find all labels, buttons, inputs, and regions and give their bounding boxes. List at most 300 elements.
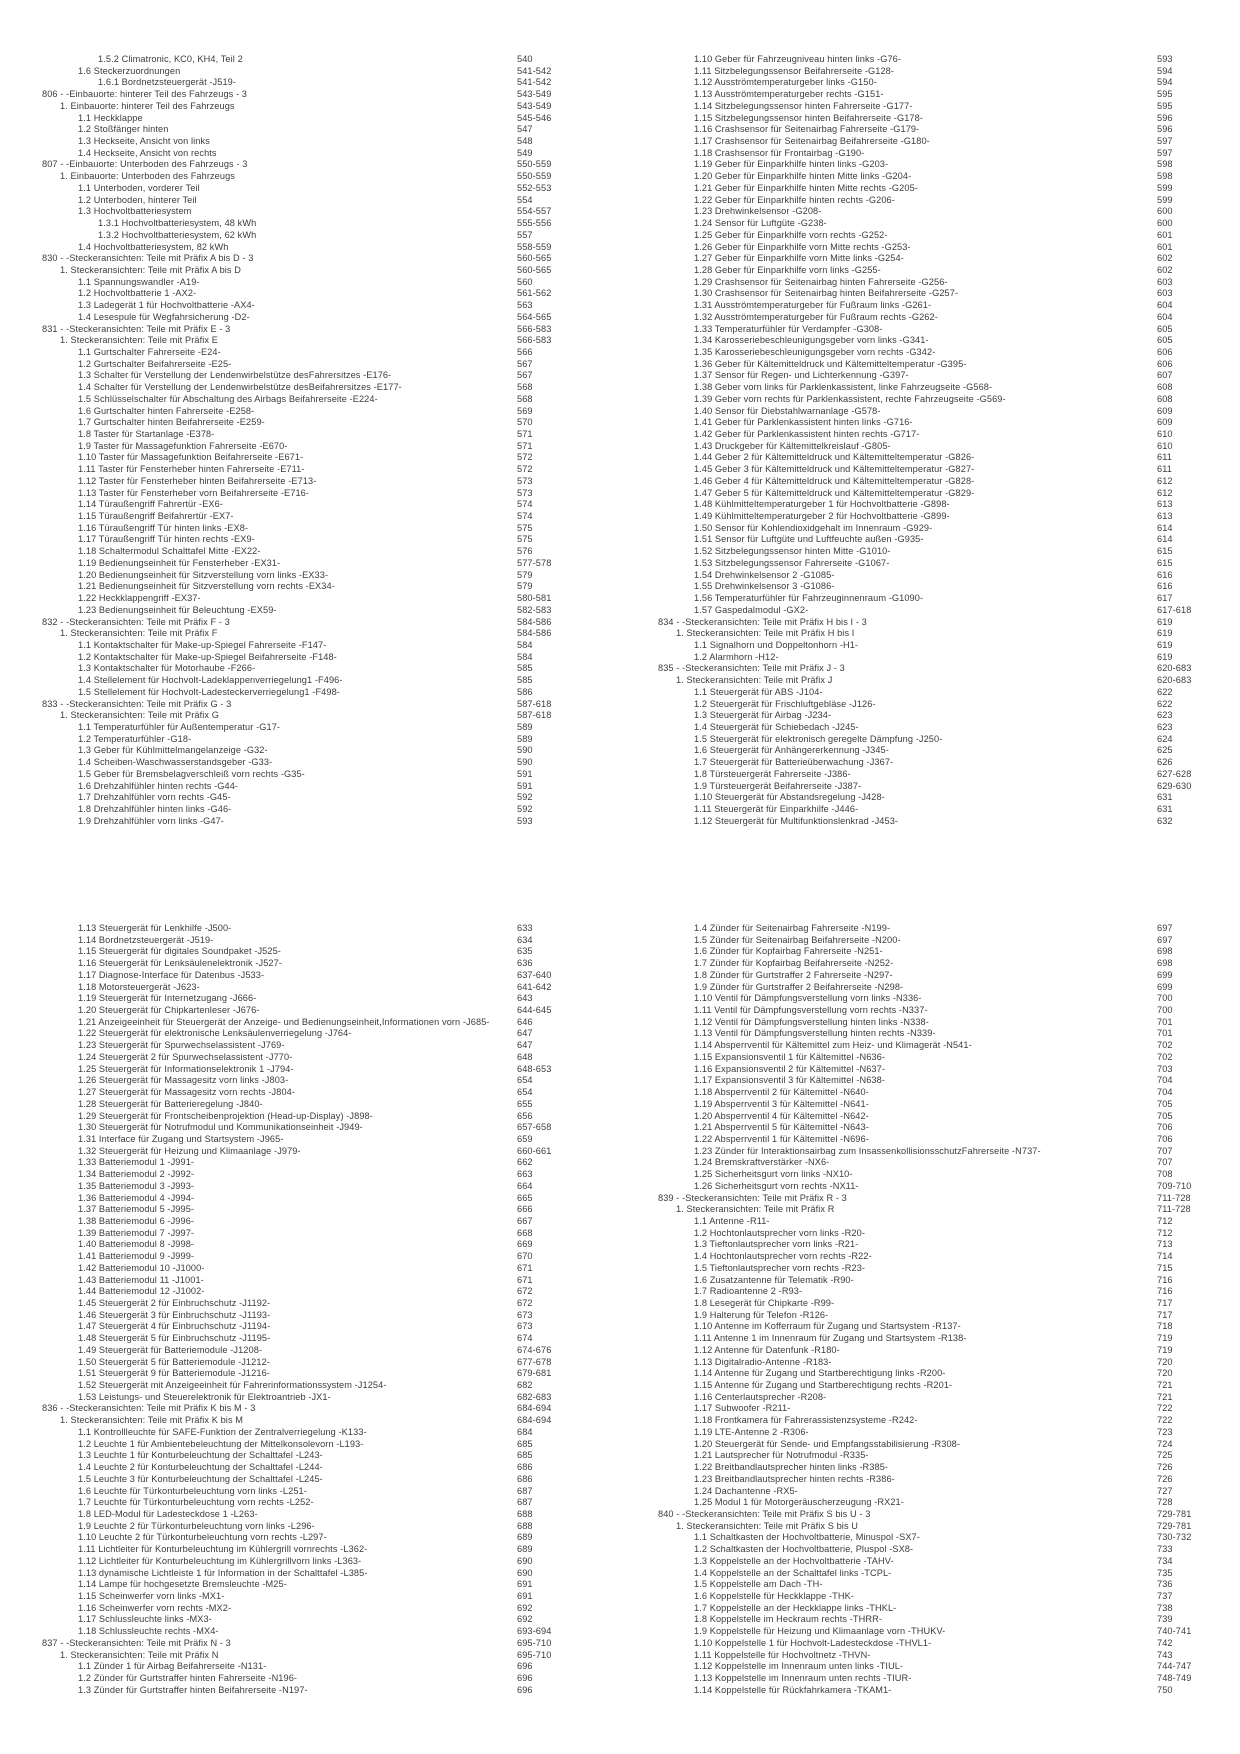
entry-title: 1.34 Batteriemodul 2 -J992- <box>78 1169 195 1180</box>
entry-page-number: 688 <box>517 1508 533 1519</box>
index-entry <box>0 781 624 793</box>
index-entry <box>0 663 624 675</box>
entry-page-number: 605 <box>1157 323 1173 334</box>
entry-page-number: 623 <box>1157 710 1173 721</box>
entry-title: 1.26 Sicherheitsgurt vorn rechts -NX11- <box>694 1180 859 1191</box>
entry-page-number: 574 <box>517 499 533 510</box>
index-entry <box>0 1157 624 1169</box>
entry-title: 1.12 Ausströmtemperaturgeber links -G150- <box>694 77 877 88</box>
entry-page-number: 619 <box>1157 616 1173 627</box>
entry-page-number: 636 <box>517 958 533 969</box>
entry-title: 1.23 Steuergerät für Spurwechselassistent -J769- <box>78 1040 285 1051</box>
index-entry <box>0 242 624 254</box>
entry-title: 1.2 Temperaturfühler -G18- <box>78 733 192 744</box>
index-entry <box>616 1321 1240 1333</box>
index-entry <box>616 1415 1240 1427</box>
entry-title: 1.9 Türsteuergerät Beifahrerseite -J387- <box>694 780 862 791</box>
entry-title: 1.17 Schlussleuchte links -MX3- <box>78 1614 212 1625</box>
entry-title: 1.29 Steuergerät für Frontscheibenprojektion (Head-up-Display) -J898- <box>78 1110 373 1121</box>
index-entry <box>616 628 1240 640</box>
index-entry <box>0 1532 624 1544</box>
index-entry <box>616 1005 1240 1017</box>
entry-title: 1.10 Ventil für Dämpfungsverstellung vorn links -N336- <box>694 993 922 1004</box>
index-entry <box>616 1275 1240 1287</box>
entry-page-number: 713 <box>1157 1239 1173 1250</box>
entry-title: 1.24 Steuergerät 2 für Spurwechselassistent -J770- <box>78 1051 293 1062</box>
index-entry <box>616 370 1240 382</box>
entry-page-number: 601 <box>1157 241 1173 252</box>
index-entry <box>616 1216 1240 1228</box>
entry-title: 1.1 Gurtschalter Fahrerseite -E24- <box>78 346 221 357</box>
entry-title: 1.12 Taster für Fensterheber hinten Beifahrerseite -E713- <box>78 475 317 486</box>
index-entry <box>0 1193 624 1205</box>
entry-page-number: 690 <box>517 1555 533 1566</box>
entry-page-number: 711-728 <box>1157 1192 1191 1203</box>
entry-page-number: 545-546 <box>517 112 552 123</box>
index-entry <box>616 935 1240 947</box>
entry-title: 1.10 Koppelstelle 1 für Hochvolt-Ladesteckdose -THVL1- <box>694 1637 932 1648</box>
index-entry <box>0 66 624 78</box>
entry-page-number: 699 <box>1157 969 1173 980</box>
entry-title: 1.9 Drehzahlfühler vorn links -G47- <box>78 815 224 826</box>
index-entry <box>0 429 624 441</box>
entry-title: 1.50 Steuergerät 5 für Batteriemodule -J1212- <box>78 1356 270 1367</box>
index-entry <box>0 183 624 195</box>
index-entry <box>616 993 1240 1005</box>
index-entry <box>616 1122 1240 1134</box>
entry-page-number: 702 <box>1157 1051 1173 1062</box>
entry-title: 1.3 Kontaktschalter für Motorhaube -F266- <box>78 663 256 674</box>
index-entry <box>616 946 1240 958</box>
entry-page-number: 673 <box>517 1321 533 1332</box>
index-entry <box>616 382 1240 394</box>
entry-title: 1.4 Stellelement für Hochvolt-Ladeklappenverriegelung1 -F496- <box>78 675 343 686</box>
entry-page-number: 575 <box>517 534 533 545</box>
index-entry <box>0 792 624 804</box>
entry-title: 1.30 Steuergerät für Notrufmodul und Kommunikationseinheit -J949- <box>78 1122 363 1133</box>
entry-page-number: 738 <box>1157 1602 1173 1613</box>
index-entry <box>616 1204 1240 1216</box>
entry-page-number: 558-559 <box>517 241 552 252</box>
entry-page-number: 584 <box>517 639 533 650</box>
entry-page-number: 598 <box>1157 159 1173 170</box>
index-entry <box>616 324 1240 336</box>
index-entry <box>0 54 624 66</box>
entry-page-number: 617 <box>1157 593 1173 604</box>
entry-title: 1.1 Steuergerät für ABS -J104- <box>694 686 823 697</box>
index-entry <box>0 699 624 711</box>
entry-page-number: 714 <box>1157 1251 1173 1262</box>
entry-title: 1.19 Bedienungseinheit für Fensterheber -EX31- <box>78 557 281 568</box>
entry-page-number: 600 <box>1157 206 1173 217</box>
entry-page-number: 726 <box>1157 1462 1173 1473</box>
entry-title: 1.10 Steuergerät für Abstandsregelung -J428- <box>694 792 885 803</box>
entry-page-number: 541-542 <box>517 65 552 76</box>
entry-title: 1.11 Lichtleiter für Konturbeleuchtung im Kühlergrill vornrechts -L362- <box>78 1544 368 1555</box>
index-entry <box>0 417 624 429</box>
entry-page-number: 706 <box>1157 1133 1173 1144</box>
entry-page-number: 691 <box>517 1590 533 1601</box>
entry-title: 1. Steckeransichten: Teile mit Präfix K bis M <box>60 1415 244 1426</box>
entry-title: 1.16 Crashsensor für Seitenairbag Fahrerseite -G179- <box>694 124 920 135</box>
entry-title: 1.1 Antenne -R11- <box>694 1215 770 1226</box>
entry-page-number: 696 <box>517 1661 533 1672</box>
entry-page-number: 687 <box>517 1497 533 1508</box>
entry-title: 1.12 Ventil für Dämpfungsverstellung hinten links -N338- <box>694 1016 929 1027</box>
entry-title: 1. Steckeransichten: Teile mit Präfix A bis D <box>60 264 242 275</box>
entry-title: 1.3 Geber für Kühlmittelmangelanzeige -G32- <box>78 745 268 756</box>
entry-title: 1.24 Dachantenne -RX5- <box>694 1485 798 1496</box>
index-entry <box>616 1661 1240 1673</box>
index-entry <box>0 935 624 947</box>
entry-page-number: 604 <box>1157 300 1173 311</box>
entry-title: 1.42 Batteriemodul 10 -J1000- <box>78 1262 205 1273</box>
index-entry <box>616 675 1240 687</box>
entry-page-number: 600 <box>1157 218 1173 229</box>
entry-title: 1.8 LED-Modul für Ladesteckdose 1 -L263- <box>78 1508 258 1519</box>
index-entry <box>616 1064 1240 1076</box>
entry-page-number: 722 <box>1157 1415 1173 1426</box>
index-entry <box>616 1368 1240 1380</box>
entry-page-number: 712 <box>1157 1215 1173 1226</box>
index-entry <box>0 1275 624 1287</box>
index-entry <box>616 593 1240 605</box>
entry-title: 1.53 Leistungs- und Steuerelektronik für Elektroantrieb -JX1- <box>78 1391 331 1402</box>
entry-page-number: 668 <box>517 1227 533 1238</box>
index-entry <box>0 534 624 546</box>
index-entry <box>0 1673 624 1685</box>
index-entry <box>0 1638 624 1650</box>
entry-title: 831 - -Steckeransichten: Teile mit Präfix E - 3 <box>42 323 231 334</box>
entry-page-number: 579 <box>517 569 533 580</box>
entry-title: 1.28 Steuergerät für Batterieregelung -J840- <box>78 1098 263 1109</box>
entry-title: 1.47 Steuergerät 4 für Einbruchschutz -J1194- <box>78 1321 271 1332</box>
entry-page-number: 592 <box>517 804 533 814</box>
index-entry <box>0 1497 624 1509</box>
entry-title: 1.9 Leuchte 2 für Türkonturbeleuchtung vorn links -L296- <box>78 1520 315 1531</box>
entry-title: 1.13 Ventil für Dämpfungsverstellung hinten rechts -N339- <box>694 1028 936 1039</box>
entry-title: 1.14 Türaußengriff Fahrertür -EX6- <box>78 499 224 510</box>
entry-page-number: 616 <box>1157 569 1173 580</box>
entry-page-number: 733 <box>1157 1544 1173 1555</box>
entry-title: 1.7 Steuergerät für Batterieüberwachung -J367- <box>694 757 894 768</box>
entry-page-number: 690 <box>517 1567 533 1578</box>
entry-title: 1.48 Steuergerät 5 für Einbruchschutz -J1195- <box>78 1333 271 1344</box>
entry-title: 1.1 Temperaturfühler für Außentemperatur -G17- <box>78 721 281 732</box>
entry-page-number: 708 <box>1157 1169 1173 1180</box>
index-entry <box>0 1169 624 1181</box>
index-column-top-left <box>0 54 624 827</box>
entry-title: 1.11 Sitzbelegungssensor Beifahrerseite -G128- <box>694 65 895 76</box>
entry-title: 1.7 Zünder für Kopfairbag Beifahrerseite -N252- <box>694 958 894 969</box>
index-entry <box>616 77 1240 89</box>
entry-title: 1.35 Batteriemodul 3 -J993- <box>78 1180 195 1191</box>
entry-page-number: 613 <box>1157 511 1173 522</box>
entry-title: 1. Steckeransichten: Teile mit Präfix J <box>676 675 833 686</box>
index-entry <box>616 1486 1240 1498</box>
entry-page-number: 728 <box>1157 1497 1173 1508</box>
index-entry <box>0 1685 624 1697</box>
index-entry <box>616 1403 1240 1415</box>
entry-title: 1.6.1 Bordnetzsteuergerät -J519- <box>98 77 237 88</box>
entry-title: 1.15 Expansionsventil 1 für Kältemittel -N636- <box>694 1051 885 1062</box>
entry-page-number: 570 <box>517 417 533 428</box>
entry-page-number: 560 <box>517 276 533 287</box>
entry-page-number: 610 <box>1157 429 1173 439</box>
entry-page-number: 682 <box>517 1380 533 1391</box>
entry-title: 1.8 Koppelstelle im Heckraum rechts -THRR- <box>694 1614 883 1625</box>
entry-page-number: 592 <box>517 792 533 803</box>
index-entry <box>616 230 1240 242</box>
entry-title: 1.21 Anzeigeeinheit für Steuergerät der Anzeige- und Bedienungseinheit,Informationen vorn -J685- <box>78 1016 490 1027</box>
entry-page-number: 568 <box>517 393 533 404</box>
entry-page-number: 541-542 <box>517 77 552 88</box>
entry-title: 1.19 LTE-Antenne 2 -R306- <box>694 1426 809 1437</box>
index-entry <box>616 1392 1240 1404</box>
index-entry <box>616 195 1240 207</box>
entry-title: 1.18 Crashsensor für Frontairbag -G190- <box>694 147 865 158</box>
entry-title: 1.37 Sensor für Regen- und Lichterkennung -G397- <box>694 370 909 381</box>
entry-title: 1.29 Crashsensor für Seitenairbag hinten Fahrerseite -G256- <box>694 276 948 287</box>
entry-title: 1.5 Geber für Bremsbelagverschleiß vorn rechts -G35- <box>78 768 305 779</box>
index-entry <box>616 1052 1240 1064</box>
index-entry <box>0 452 624 464</box>
index-entry <box>616 1568 1240 1580</box>
entry-title: 1.5 Schlüsselschalter für Abschaltung des Airbags Beifahrerseite -E224- <box>78 393 378 404</box>
entry-title: 1.19 Absperrventil 3 für Kältemittel -N641- <box>694 1098 869 1109</box>
entry-page-number: 748-749 <box>1157 1673 1192 1683</box>
entry-page-number: 698 <box>1157 946 1173 957</box>
entry-title: 1.22 Breitbandlautsprecher hinten links -R385- <box>694 1462 889 1473</box>
entry-title: 1.13 Steuergerät für Lenkhilfe -J500- <box>78 923 232 933</box>
entry-title: 1.15 Türaußengriff Beifahrertür -EX7- <box>78 511 234 522</box>
entry-title: 1.17 Crashsensor für Seitenairbag Beifahrerseite -G180- <box>694 136 930 147</box>
index-entry <box>616 335 1240 347</box>
index-entry <box>0 1462 624 1474</box>
index-entry <box>616 66 1240 78</box>
index-entry <box>0 124 624 136</box>
index-entry <box>616 1087 1240 1099</box>
index-entry <box>0 277 624 289</box>
index-entry <box>0 394 624 406</box>
entry-title: 1.41 Batteriemodul 9 -J999- <box>78 1251 195 1262</box>
entry-page-number: 568 <box>517 382 533 393</box>
entry-page-number: 695-710 <box>517 1649 552 1660</box>
entry-page-number: 686 <box>517 1473 533 1484</box>
entry-title: 1.42 Geber für Parklenkassistent hinten rechts -G717- <box>694 429 920 439</box>
entry-title: 1.18 Schlussleuchte rechts -MX4- <box>78 1626 219 1637</box>
entry-title: 1.16 Steuergerät für Lenksäulenelektronik -J527- <box>78 958 282 969</box>
index-entry <box>0 406 624 418</box>
index-entry <box>616 757 1240 769</box>
entry-page-number: 725 <box>1157 1450 1173 1461</box>
entry-page-number: 566 <box>517 346 533 357</box>
entry-title: 1.18 Motorsteuergerät -J623- <box>78 981 200 992</box>
index-entry <box>0 946 624 958</box>
entry-page-number: 677-678 <box>517 1356 552 1367</box>
index-entry <box>616 1075 1240 1087</box>
entry-title: 1. Steckeransichten: Teile mit Präfix R <box>676 1204 835 1215</box>
entry-title: 1.7 Drehzahlfühler vorn rechts -G45- <box>78 792 231 803</box>
entry-title: 1.55 Drehwinkelsensor 3 -G1086- <box>694 581 835 592</box>
entry-page-number: 582-583 <box>517 604 552 615</box>
entry-title: 1.15 Scheinwerfer vorn links -MX1- <box>78 1590 225 1601</box>
index-entry <box>616 1532 1240 1544</box>
index-entry <box>0 1556 624 1568</box>
index-entry <box>0 970 624 982</box>
entry-title: 1.40 Batteriemodul 8 -J998- <box>78 1239 195 1250</box>
index-column-bottom-right <box>616 923 1240 1696</box>
entry-title: 832 - -Steckeransichten: Teile mit Präfix F - 3 <box>42 616 230 627</box>
entry-title: 1.6 Leuchte für Türkonturbeleuchtung vorn links -L251- <box>78 1485 307 1496</box>
entry-page-number: 686 <box>517 1462 533 1473</box>
index-entry <box>616 1521 1240 1533</box>
entry-title: 1.39 Batteriemodul 7 -J997- <box>78 1227 195 1238</box>
index-entry <box>0 499 624 511</box>
entry-page-number: 684-694 <box>517 1403 552 1414</box>
index-entry <box>0 628 624 640</box>
index-entry <box>0 570 624 582</box>
entry-page-number: 723 <box>1157 1426 1173 1437</box>
entry-page-number: 635 <box>517 946 533 957</box>
entry-title: 1.25 Geber für Einparkhilfe vorn rechts -G252- <box>694 229 888 240</box>
entry-title: 1.11 Antenne 1 im Innenraum für Zugang und Startsystem -R138- <box>694 1333 967 1344</box>
index-entry <box>616 113 1240 125</box>
index-entry <box>616 605 1240 617</box>
index-entry <box>0 148 624 160</box>
index-entry <box>0 1392 624 1404</box>
entry-page-number: 648 <box>517 1051 533 1062</box>
entry-page-number: 624 <box>1157 733 1173 744</box>
entry-title: 1.5 Steuergerät für elektronisch geregelte Dämpfung -J250- <box>694 733 943 744</box>
entry-title: 1. Steckeransichten: Teile mit Präfix S bis U <box>676 1520 859 1531</box>
index-entry <box>616 300 1240 312</box>
entry-title: 1.34 Karosseriebeschleunigungsgeber vorn links -G341- <box>694 335 929 346</box>
entry-page-number: 705 <box>1157 1098 1173 1109</box>
entry-page-number: 707 <box>1157 1145 1173 1156</box>
entry-page-number: 705 <box>1157 1110 1173 1121</box>
entry-page-number: 550-559 <box>517 159 552 170</box>
entry-page-number: 574 <box>517 511 533 522</box>
entry-title: 1.49 Steuergerät für Batteriemodule -J1208- <box>78 1344 263 1355</box>
entry-page-number: 671 <box>517 1274 533 1285</box>
index-entry <box>616 406 1240 418</box>
entry-title: 1.22 Steuergerät für elektronische Lenksäulenverriegelung -J764- <box>78 1028 352 1039</box>
entry-page-number: 739 <box>1157 1614 1173 1625</box>
index-entry <box>0 1439 624 1451</box>
entry-page-number: 701 <box>1157 1028 1173 1039</box>
entry-title: 1.51 Sensor für Luftgüte und Luftfeuchte außen -G935- <box>694 534 924 545</box>
index-entry <box>616 699 1240 711</box>
index-entry <box>616 523 1240 535</box>
entry-page-number: 693-694 <box>517 1626 552 1637</box>
entry-title: 1.3 Leuchte 1 für Konturbeleuchtung der Schalttafel -L243- <box>78 1450 323 1461</box>
index-entry <box>0 347 624 359</box>
entry-title: 1.14 Sitzbelegungssensor hinten Fahrerseite -G177- <box>694 100 913 111</box>
entry-title: 1.38 Batteriemodul 6 -J996- <box>78 1215 195 1226</box>
entry-title: 1.38 Geber vorn links für Parklenkassistent, linke Fahrzeugseite -G568- <box>694 382 993 393</box>
index-entry <box>0 675 624 687</box>
entry-page-number: 594 <box>1157 77 1173 88</box>
entry-title: 1.19 Steuergerät für Internetzugang -J666- <box>78 993 257 1004</box>
entry-title: 1.1 Kontaktschalter für Make-up-Spiegel Fahrerseite -F147- <box>78 639 327 650</box>
entry-page-number: 647 <box>517 1040 533 1051</box>
entry-title: 1.20 Bedienungseinheit für Sitzverstellung vorn links -EX33- <box>78 569 329 580</box>
index-entry <box>0 1415 624 1427</box>
index-entry <box>0 89 624 101</box>
entry-page-number: 584-586 <box>517 616 552 627</box>
entry-page-number: 750 <box>1157 1684 1173 1695</box>
index-entry <box>0 1146 624 1158</box>
entry-title: 1.2 Hochtonlautsprecher vorn links -R20- <box>694 1227 865 1238</box>
entry-title: 837 - -Steckeransichten: Teile mit Präfix N - 3 <box>42 1637 231 1648</box>
entry-title: 1.20 Steuergerät für Sende- und Empfangsstabilisierung -R308- <box>694 1438 961 1449</box>
index-entry <box>616 792 1240 804</box>
entry-page-number: 663 <box>517 1169 533 1180</box>
entry-page-number: 590 <box>517 745 533 756</box>
entry-title: 1.52 Steuergerät mit Anzeigeeinheit für Fahrerinformationssystem -J1254- <box>78 1380 387 1391</box>
entry-title: 1.23 Zünder für Interaktionsairbag zum InsassenkollisionsschutzFahrerseite -N737- <box>694 1145 1041 1156</box>
index-entry <box>616 710 1240 722</box>
entry-page-number: 689 <box>517 1544 533 1555</box>
entry-title: 1.7 Radioantenne 2 -R93- <box>694 1286 803 1297</box>
entry-title: 1.43 Druckgeber für Kältemittelkreislauf -G805- <box>694 440 891 451</box>
index-entry <box>0 687 624 699</box>
entry-title: 1.7 Leuchte für Türkonturbeleuchtung vorn rechts -L252- <box>78 1497 314 1508</box>
entry-page-number: 573 <box>517 487 533 498</box>
entry-page-number: 571 <box>517 429 533 439</box>
index-entry <box>0 77 624 89</box>
entry-page-number: 688 <box>517 1520 533 1531</box>
index-entry <box>0 1474 624 1486</box>
entry-page-number: 622 <box>1157 698 1173 709</box>
entry-title: 1.21 Absperrventil 5 für Kältemittel -N643- <box>694 1122 869 1133</box>
entry-page-number: 550-559 <box>517 171 552 182</box>
entry-page-number: 549 <box>517 147 533 158</box>
index-entry <box>0 1111 624 1123</box>
entry-title: 1.19 Geber für Einparkhilfe hinten links -G203- <box>694 159 889 170</box>
entry-title: 1.11 Ventil für Dämpfungsverstellung vorn rechts -N337- <box>694 1005 928 1016</box>
index-entry <box>616 277 1240 289</box>
entry-page-number: 557 <box>517 229 533 240</box>
entry-title: 1.3 Koppelstelle an der Hochvoltbatterie -TAHV- <box>694 1555 894 1566</box>
entry-page-number: 672 <box>517 1298 533 1308</box>
entry-page-number: 604 <box>1157 311 1173 322</box>
entry-page-number: 602 <box>1157 264 1173 275</box>
entry-title: 807 - -Einbauorte: Unterboden des Fahrzeugs - 3 <box>42 159 248 170</box>
entry-page-number: 720 <box>1157 1356 1173 1367</box>
entry-page-number: 605 <box>1157 335 1173 346</box>
entry-title: 1.23 Drehwinkelsensor -G208- <box>694 206 822 217</box>
index-entry <box>0 652 624 664</box>
entry-title: 1.27 Geber für Einparkhilfe vorn Mitte links -G254- <box>694 253 904 264</box>
entry-title: 1.4 Hochvoltbatteriesystem, 82 kWh <box>78 241 229 252</box>
entry-page-number: 554 <box>517 194 533 205</box>
entry-page-number: 700 <box>1157 1005 1173 1016</box>
index-entry <box>0 1345 624 1357</box>
index-entry <box>616 148 1240 160</box>
entry-page-number: 697 <box>1157 923 1173 933</box>
entry-page-number: 555-556 <box>517 218 552 229</box>
index-entry <box>616 804 1240 816</box>
entry-page-number: 631 <box>1157 804 1173 814</box>
entry-page-number: 637-640 <box>517 969 552 980</box>
entry-page-number: 552-553 <box>517 182 552 193</box>
entry-title: 1.21 Geber für Einparkhilfe hinten Mitte rechts -G205- <box>694 182 918 193</box>
entry-title: 1.9 Taster für Massagefunktion Fahrerseite -E670- <box>78 440 288 451</box>
index-entry <box>0 1310 624 1322</box>
index-entry <box>616 1638 1240 1650</box>
